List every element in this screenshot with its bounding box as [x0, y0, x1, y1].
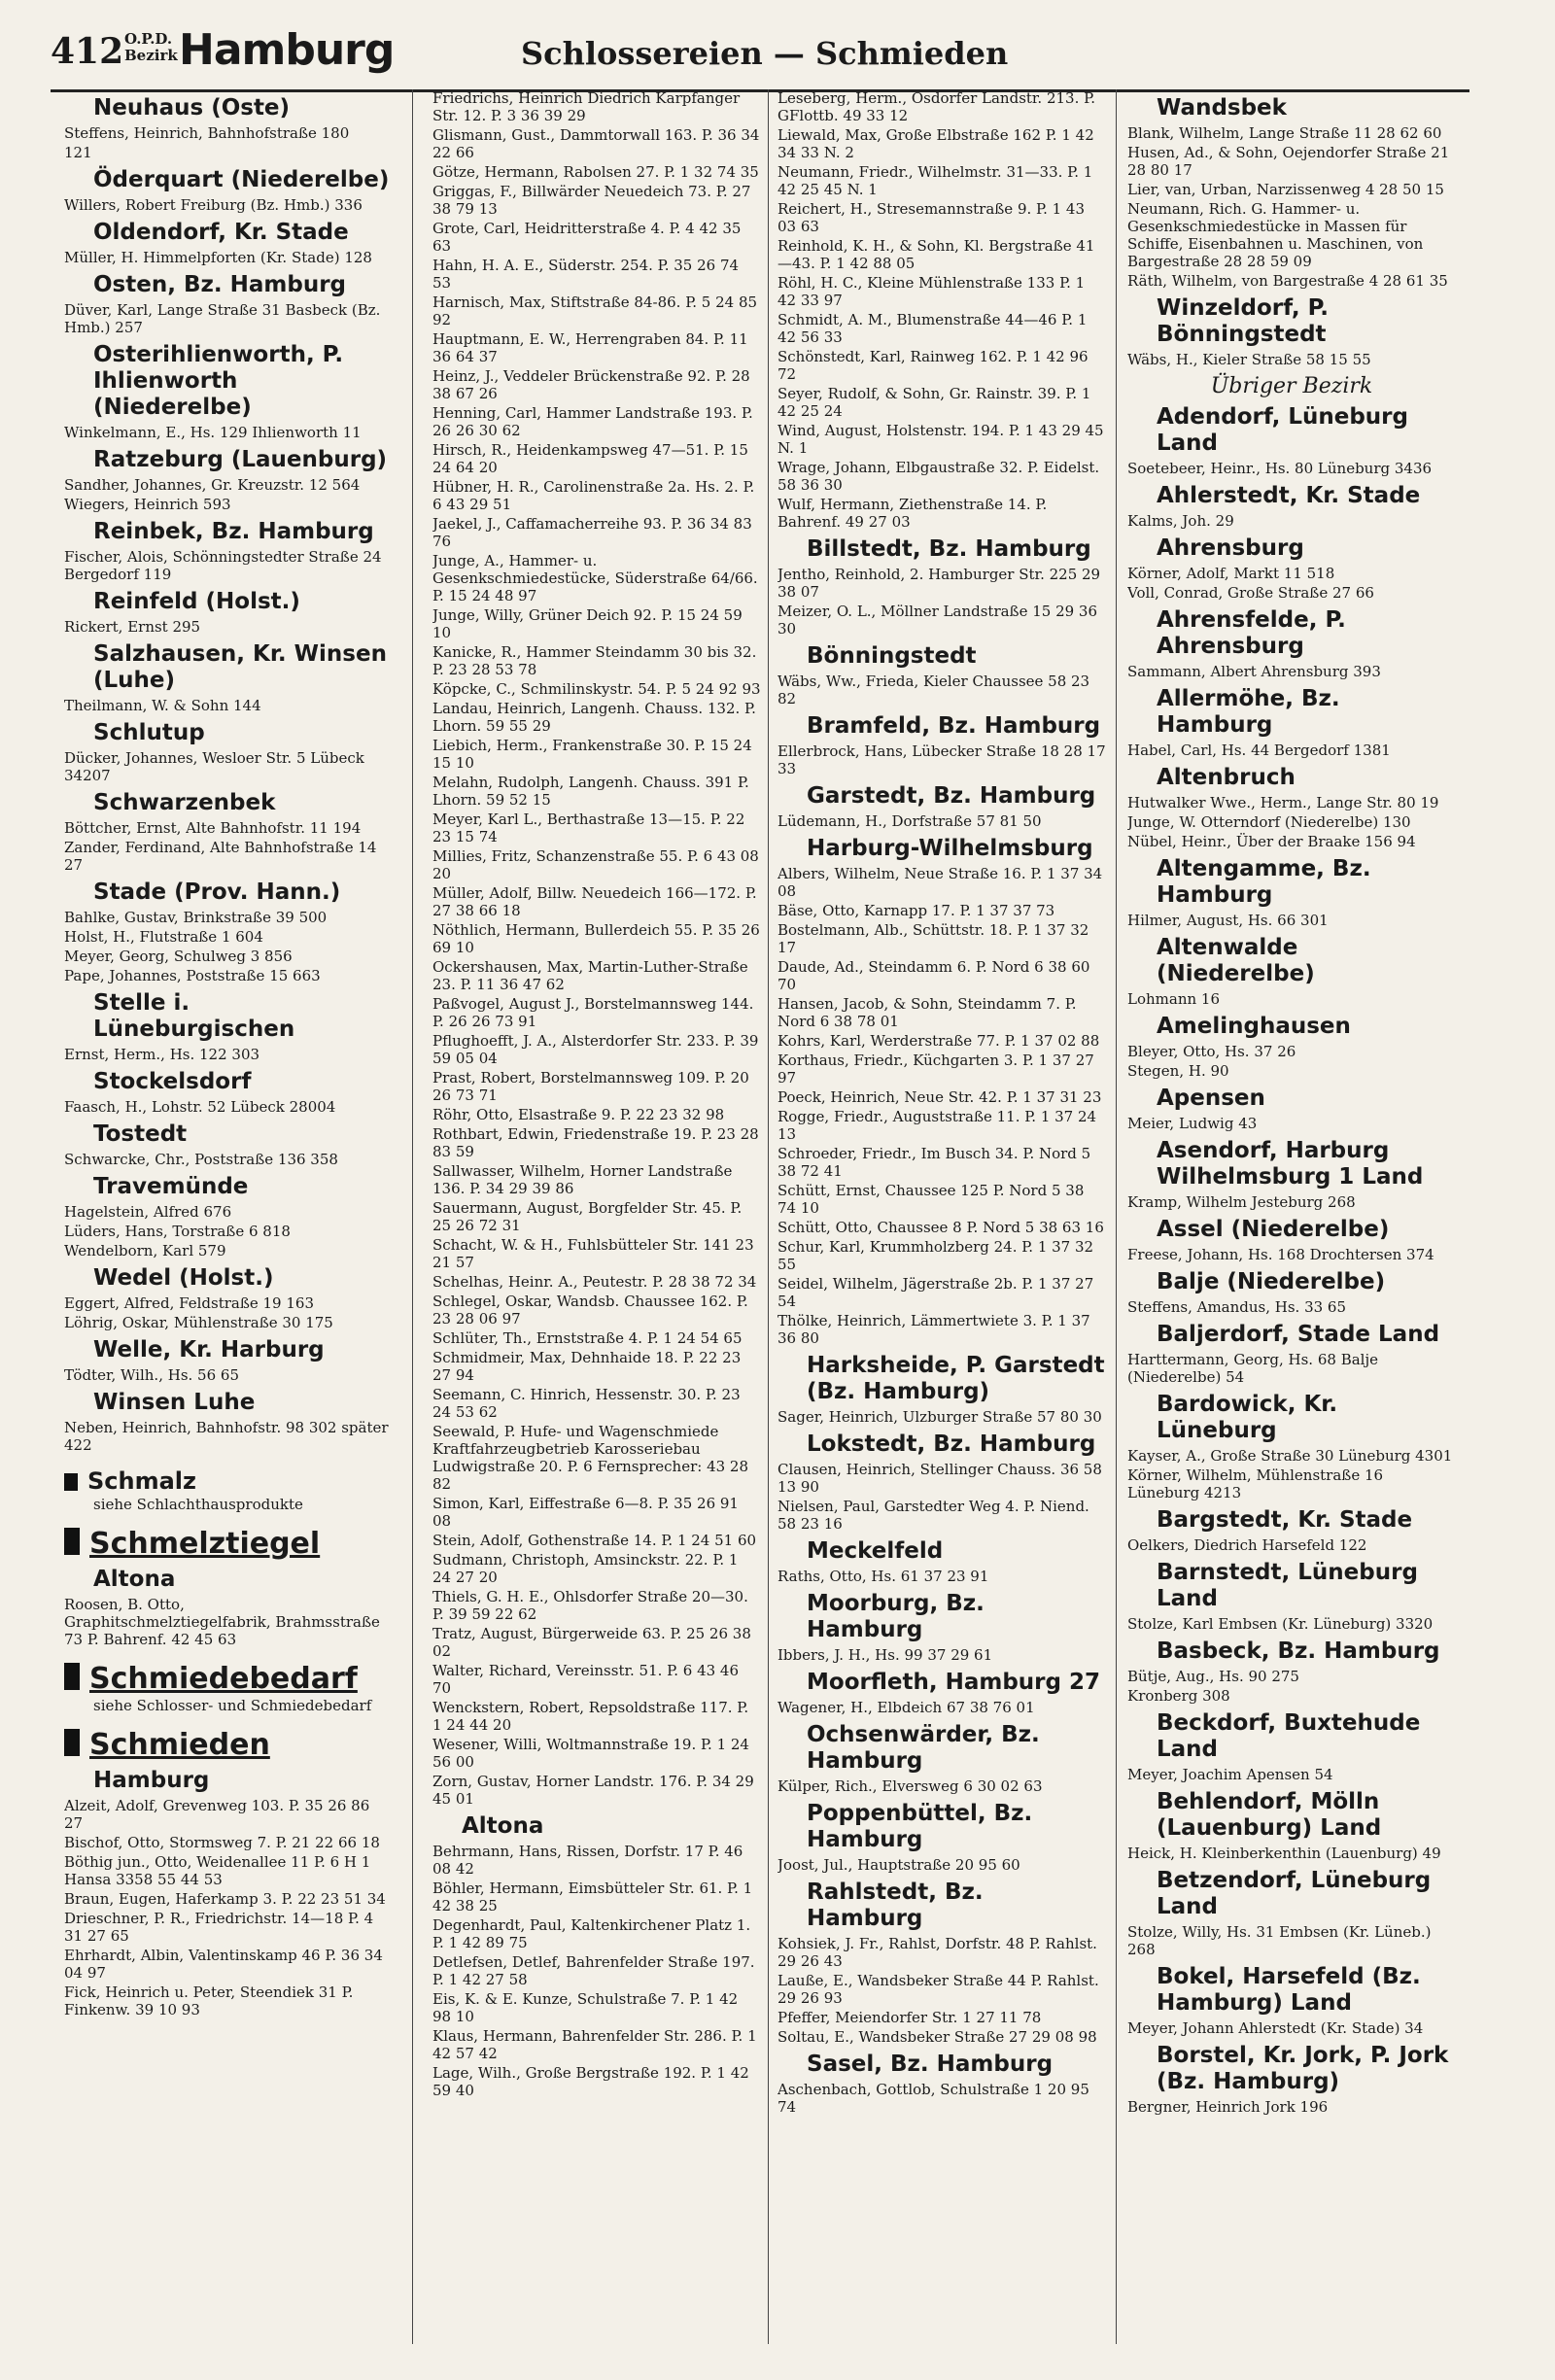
- directory-entry: Melahn, Rudolph, Langenh. Chauss. 391 P. Lhorn. 59 52 15: [432, 774, 749, 809]
- directory-entry: Löhrig, Oskar, Mühlenstraße 30 175: [64, 1314, 333, 1331]
- place-heading: Neuhaus (Oste): [93, 95, 291, 121]
- directory-entry: Bahlke, Gustav, Brinkstraße 39 500: [64, 909, 328, 926]
- directory-entry: Harttermann, Georg, Hs. 68 Balje (Niederelbe) 54: [1127, 1351, 1378, 1386]
- directory-entry: Hübner, H. R., Carolinenstraße 2a. Hs. 2. P. 6 43 29 51: [432, 478, 755, 513]
- opd-label: [124, 31, 178, 64]
- column-3: [778, 89, 1106, 2344]
- section-marker-icon: [64, 1663, 80, 1690]
- directory-entry: Sager, Heinrich, Ulzburger Straße 57 80 30: [778, 1408, 1102, 1426]
- column-1: [64, 89, 393, 2344]
- directory-entry: Körner, Adolf, Markt 11 518: [1127, 565, 1335, 582]
- directory-entry: Aschenbach, Gottlob, Schulstraße 1 20 95 74: [778, 2081, 1089, 2116]
- directory-entry: Wenckstern, Robert, Repsoldstraße 117. P. 1 24 44 20: [432, 1699, 749, 1734]
- directory-entry: Behrmann, Hans, Rissen, Dorfstr. 17 P. 46 08 42: [432, 1843, 743, 1878]
- place-heading: Wandsbek: [1157, 95, 1287, 121]
- directory-entry: Schmidt, A. M., Blumenstraße 44—46 P. 1 42 56 33: [778, 311, 1088, 346]
- section-note: siehe Schlachthausprodukte: [93, 1496, 303, 1513]
- directory-entry: Hilmer, August, Hs. 66 301: [1127, 912, 1329, 929]
- directory-entry: Tratz, August, Bürgerweide 63. P. 25 26 38 02: [432, 1625, 751, 1660]
- directory-entry: Neumann, Friedr., Wilhelmstr. 31—33. P. 1 42 25 45 N. 1: [778, 163, 1093, 198]
- place-heading: Lokstedt, Bz. Hamburg: [807, 1431, 1096, 1457]
- directory-entry: Schacht, W. & H., Fuhlsbütteler Str. 141 23 21 57: [432, 1236, 754, 1271]
- directory-entry: Schur, Karl, Krummholzberg 24. P. 1 37 32 55: [778, 1238, 1094, 1273]
- section-title: Schmelztiegel: [89, 1527, 321, 1561]
- directory-entry: Drieschner, P. R., Friedrichstr. 14—18 P. 4 31 27 65: [64, 1910, 374, 1945]
- directory-entry: Rogge, Friedr., Auguststraße 11. P. 1 37 24 13: [778, 1108, 1097, 1143]
- directory-entry: Hansen, Jacob, & Sohn, Steindamm 7. P. Nord 6 38 78 01: [778, 995, 1077, 1030]
- directory-entry: Hagelstein, Alfred 676: [64, 1203, 232, 1221]
- directory-entry: Wagener, H., Elbdeich 67 38 76 01: [778, 1699, 1035, 1716]
- directory-entry: Wind, August, Holstenstr. 194. P. 1 43 29 45 N. 1: [778, 422, 1104, 457]
- directory-entry: Schelhas, Heinr. A., Peutestr. P. 28 38 72 34: [432, 1273, 757, 1291]
- section-title: Schmalz: [87, 1467, 196, 1495]
- directory-entry: Ockershausen, Max, Martin-Luther-Straße 23. P. 11 36 47 62: [432, 958, 748, 993]
- place-heading: Rahlstedt, Bz. Hamburg: [807, 1880, 984, 1931]
- directory-entry: Räth, Wilhelm, von Bargestraße 4 28 61 35: [1127, 272, 1448, 290]
- place-heading: Bramfeld, Bz. Hamburg: [807, 713, 1101, 739]
- directory-entry: Rickert, Ernst 295: [64, 618, 201, 636]
- place-heading: Reinbek, Bz. Hamburg: [93, 519, 374, 544]
- directory-entry: Leseberg, Herm., Osdorfer Landstr. 213. P. GFlottb. 49 33 12: [778, 89, 1095, 124]
- place-heading: Adendorf, Lüneburg Land: [1157, 404, 1408, 456]
- directory-entry: Glismann, Gust., Dammtorwall 163. P. 36 34 22 66: [432, 126, 760, 161]
- directory-entry: Schütt, Ernst, Chaussee 125 P. Nord 5 38 74 10: [778, 1182, 1085, 1217]
- place-heading: Allermöhe, Bz. Hamburg: [1157, 686, 1340, 738]
- place-heading: Öderquart (Niederelbe): [93, 167, 390, 192]
- directory-entry: Bischof, Otto, Stormsweg 7. P. 21 22 66 18: [64, 1834, 380, 1851]
- place-heading: Altona: [93, 1567, 176, 1592]
- directory-entry: Nübel, Heinr., Über der Braake 156 94: [1127, 833, 1416, 850]
- directory-entry: Bergner, Heinrich Jork 196: [1127, 2098, 1329, 2116]
- column-divider: [768, 89, 769, 2344]
- directory-entry: Zander, Ferdinand, Alte Bahnhofstraße 14 27: [64, 839, 377, 874]
- directory-entry: Wiegers, Heinrich 593: [64, 496, 231, 513]
- directory-entry: Oelkers, Diedrich Harsefeld 122: [1127, 1536, 1367, 1554]
- directory-entry: Wäbs, H., Kieler Straße 58 15 55: [1127, 351, 1371, 368]
- directory-entry: Neumann, Rich. G. Hammer- u. Gesenkschmiedestücke in Massen für Schiffe, Eisenbahnen u. Maschinen, von Bargestraße 28 28 59 09: [1127, 200, 1424, 270]
- column-divider: [412, 89, 413, 2344]
- place-heading: Osterihlienworth, P. Ihlienworth (Niederelbe): [93, 342, 344, 420]
- place-heading: Wedel (Holst.): [93, 1265, 274, 1291]
- directory-entry: Junge, Willy, Grüner Deich 92. P. 15 24 59 10: [432, 606, 743, 641]
- section-note: siehe Schlosser- und Schmiedebedarf: [93, 1697, 372, 1714]
- place-heading: Assel (Niederelbe): [1157, 1217, 1390, 1242]
- directory-entry: Kronberg 308: [1127, 1687, 1230, 1705]
- directory-entry: Korthaus, Friedr., Küchgarten 3. P. 1 37 27 97: [778, 1052, 1094, 1087]
- section-marker-icon: [64, 1528, 80, 1555]
- directory-entry: Kramp, Wilhelm Jesteburg 268: [1127, 1193, 1356, 1211]
- directory-entry: Wendelborn, Karl 579: [64, 1242, 226, 1259]
- directory-entry: Tödter, Wilh., Hs. 56 65: [64, 1366, 239, 1384]
- place-heading: Ahlerstedt, Kr. Stade: [1157, 483, 1421, 508]
- directory-entry: Bostelmann, Alb., Schüttstr. 18. P. 1 37 32 17: [778, 921, 1089, 956]
- directory-entry: Ellerbrock, Hans, Lübecker Straße 18 28 17 33: [778, 742, 1106, 777]
- place-heading: Balje (Niederelbe): [1157, 1269, 1386, 1294]
- directory-entry: Wrage, Johann, Elbgaustraße 32. P. Eidelst. 58 36 30: [778, 459, 1100, 494]
- section-heading: [64, 1527, 393, 1561]
- directory-entry: Ehrhardt, Albin, Valentinskamp 46 P. 36 34 04 97: [64, 1947, 383, 1982]
- section-title: Schmieden: [89, 1728, 270, 1762]
- directory-entry: Simon, Karl, Eiffestraße 6—8. P. 35 26 91 08: [432, 1495, 739, 1530]
- directory-entry: Winkelmann, E., Hs. 129 Ihlienworth 11: [64, 424, 362, 441]
- directory-entry: Eis, K. & E. Kunze, Schulstraße 7. P. 1 42 98 10: [432, 1990, 739, 2025]
- directory-entry: Lage, Wilh., Große Bergstraße 192. P. 1 42 59 40: [432, 2064, 749, 2099]
- column-2: [432, 89, 761, 2344]
- directory-entry: Roosen, B. Otto, Graphitschmelztiegelfabrik, Brahmsstraße 73 P. Bahrenf. 42 45 63: [64, 1596, 380, 1648]
- directory-entry: Theilmann, W. & Sohn 144: [64, 697, 261, 714]
- directory-entry: Husen, Ad., & Sohn, Oejendorfer Straße 21 28 80 17: [1127, 144, 1450, 179]
- place-heading: Ochsenwärder, Bz. Hamburg: [807, 1722, 1040, 1774]
- directory-entry: Kalms, Joh. 29: [1127, 512, 1234, 530]
- directory-entry: Jaekel, J., Caffamacherreihe 93. P. 36 34 83 76: [432, 515, 752, 550]
- directory-entry: Liewald, Max, Große Elbstraße 162 P. 1 42 34 33 N. 2: [778, 126, 1094, 161]
- directory-entry: Reinhold, K. H., & Sohn, Kl. Bergstraße 41—43. P. 1 42 88 05: [778, 237, 1095, 272]
- directory-entry: Grote, Carl, Heidritterstraße 4. P. 4 42 35 63: [432, 220, 742, 255]
- directory-entry: Hauptmann, E. W., Herrengraben 84. P. 11 36 64 37: [432, 330, 748, 365]
- directory-entry: Steffens, Amandus, Hs. 33 65: [1127, 1298, 1347, 1316]
- directory-entry: Poeck, Heinrich, Neue Str. 42. P. 1 37 31 23: [778, 1088, 1102, 1106]
- directory-entry: Nielsen, Paul, Garstedter Weg 4. P. Niend. 58 23 16: [778, 1498, 1089, 1533]
- directory-entry: Hirsch, R., Heidenkampsweg 47—51. P. 15 24 64 20: [432, 441, 748, 476]
- place-heading: Stade (Prov. Hann.): [93, 880, 341, 905]
- directory-entry: Schlegel, Oskar, Wandsb. Chaussee 162. P. 23 28 06 97: [432, 1293, 748, 1328]
- directory-entry: Henning, Carl, Hammer Landstraße 193. P. 26 26 30 62: [432, 404, 753, 439]
- directory-entry: Soetebeer, Heinr., Hs. 80 Lüneburg 3436: [1127, 460, 1433, 477]
- bezirk-text: Bezirk: [124, 47, 178, 64]
- place-heading: Winsen Luhe: [93, 1390, 256, 1415]
- directory-entry: Götze, Hermann, Rabolsen 27. P. 1 32 74 35: [432, 163, 759, 181]
- place-heading: Harburg-Wilhelmsburg: [807, 836, 1093, 861]
- directory-entry: Meyer, Johann Ahlerstedt (Kr. Stade) 34: [1127, 2019, 1424, 2037]
- section-marker-icon: [64, 1729, 80, 1756]
- place-heading: Barnstedt, Lüneburg Land: [1157, 1560, 1418, 1611]
- directory-entry: Pflughoefft, J. A., Alsterdorfer Str. 233. P. 39 59 05 04: [432, 1032, 759, 1067]
- place-heading: Ratzeburg (Lauenburg): [93, 447, 388, 472]
- place-heading: Winzeldorf, P. Bönningstedt: [1157, 295, 1329, 347]
- directory-entry: Braun, Eugen, Haferkamp 3. P. 22 23 51 34: [64, 1890, 386, 1908]
- directory-entry: Meizer, O. L., Möllner Landstraße 15 29 36 30: [778, 603, 1098, 638]
- column-divider: [1116, 89, 1117, 2344]
- directory-entry: Lier, van, Urban, Narzissenweg 4 28 50 15: [1127, 181, 1444, 198]
- place-heading: Behlendorf, Mölln (Lauenburg) Land: [1157, 1789, 1382, 1841]
- place-heading: Schwarzenbek: [93, 790, 276, 815]
- directory-entry: Lauße, E., Wandsbeker Straße 44 P. Rahlst. 29 26 93: [778, 1972, 1099, 2007]
- directory-entry: Paßvogel, August J., Borstelmannsweg 144. P. 26 26 73 91: [432, 995, 754, 1030]
- place-heading: Reinfeld (Holst.): [93, 589, 300, 614]
- directory-entry: Sauermann, August, Borgfelder Str. 45. P. 25 26 72 31: [432, 1199, 743, 1234]
- place-heading: Ahrensfelde, P. Ahrensburg: [1157, 607, 1346, 659]
- place-heading: Stockelsdorf: [93, 1069, 252, 1094]
- column-4: [1127, 89, 1456, 2344]
- place-heading: Tostedt: [93, 1121, 188, 1147]
- directory-entry: Freese, Johann, Hs. 168 Drochtersen 374: [1127, 1246, 1434, 1263]
- city-title: Hamburg: [179, 25, 395, 75]
- section-title: Schmiedebedarf: [89, 1662, 358, 1696]
- directory-entry: Habel, Carl, Hs. 44 Bergedorf 1381: [1127, 742, 1391, 759]
- directory-entry: Fick, Heinrich u. Peter, Steendiek 31 P. Finkenw. 39 10 93: [64, 1983, 354, 2018]
- place-heading: Altenbruch: [1157, 765, 1296, 790]
- directory-entry: Köpcke, C., Schmilinskystr. 54. P. 5 24 92 93: [432, 680, 761, 698]
- place-heading: Meckelfeld: [807, 1538, 944, 1564]
- place-heading: Osten, Bz. Hamburg: [93, 272, 346, 297]
- directory-entry: Thiels, G. H. E., Ohlsdorfer Straße 20—30. P. 39 59 22 62: [432, 1588, 748, 1623]
- directory-entry: Meier, Ludwig 43: [1127, 1115, 1258, 1132]
- directory-entry: Sandher, Johannes, Gr. Kreuzstr. 12 564: [64, 476, 361, 494]
- directory-entry: Alzeit, Adolf, Grevenweg 103. P. 35 26 86 27: [64, 1797, 370, 1832]
- directory-entry: Wulf, Hermann, Ziethenstraße 14. P. Bahrenf. 49 27 03: [778, 496, 1048, 531]
- directory-entry: Hahn, H. A. E., Süderstr. 254. P. 35 26 74 53: [432, 257, 740, 292]
- directory-entry: Griggas, F., Billwärder Neuedeich 73. P. 27 38 79 13: [432, 183, 751, 218]
- rubric-title: Schlossereien — Schmieden: [521, 35, 1009, 72]
- directory-entry: Sammann, Albert Ahrensburg 393: [1127, 663, 1381, 680]
- directory-entry: Schmidmeir, Max, Dehnhaide 18. P. 22 23 27 94: [432, 1349, 742, 1384]
- directory-entry: Nöthlich, Hermann, Bullerdeich 55. P. 35 26 69 10: [432, 921, 760, 956]
- directory-entry: Bleyer, Otto, Hs. 37 26: [1127, 1043, 1296, 1060]
- place-heading: Ahrensburg: [1157, 535, 1304, 561]
- directory-entry: Kohrs, Karl, Werderstraße 77. P. 1 37 02 88: [778, 1032, 1100, 1050]
- directory-entry: Stein, Adolf, Gothenstraße 14. P. 1 24 51 60: [432, 1532, 757, 1549]
- place-heading: Borstel, Kr. Jork, P. Jork (Bz. Hamburg): [1157, 2043, 1449, 2094]
- directory-entry: Degenhardt, Paul, Kaltenkirchener Platz 1. P. 1 42 89 75: [432, 1916, 751, 1951]
- directory-entry: Eggert, Alfred, Feldstraße 19 163: [64, 1294, 314, 1312]
- place-heading: Betzendorf, Lüneburg Land: [1157, 1868, 1432, 1919]
- section-heading: [64, 1467, 393, 1495]
- directory-entry: Hutwalker Wwe., Herm., Lange Str. 80 19: [1127, 794, 1439, 811]
- directory-entry: Ernst, Herm., Hs. 122 303: [64, 1046, 260, 1063]
- directory-entry: Holst, H., Flutstraße 1 604: [64, 928, 263, 946]
- directory-entry: Müller, Adolf, Billw. Neuedeich 166—172. P. 27 38 66 18: [432, 884, 757, 919]
- directory-entry: Landau, Heinrich, Langenh. Chauss. 132. P. Lhorn. 59 55 29: [432, 700, 756, 735]
- directory-entry: Heick, H. Kleinberkenthin (Lauenburg) 49: [1127, 1845, 1441, 1862]
- directory-entry: Detlefsen, Detlef, Bahrenfelder Straße 197. P. 1 42 27 58: [432, 1953, 755, 1988]
- directory-entry: Wesener, Willi, Woltmannstraße 19. P. 1 24 56 00: [432, 1736, 749, 1771]
- place-heading: Garstedt, Bz. Hamburg: [807, 783, 1096, 809]
- directory-entry: Meyer, Karl L., Berthastraße 13—15. P. 22 23 15 74: [432, 811, 745, 845]
- directory-entry: Clausen, Heinrich, Stellinger Chauss. 36 58 13 90: [778, 1461, 1102, 1496]
- directory-entry: Voll, Conrad, Große Straße 27 66: [1127, 584, 1374, 602]
- directory-entry: Böthig jun., Otto, Weidenallee 11 P. 6 H 1 Hansa 3358 55 44 53: [64, 1853, 371, 1888]
- place-heading: Poppenbüttel, Bz. Hamburg: [807, 1801, 1033, 1852]
- directory-entry: Blank, Wilhelm, Lange Straße 11 28 62 60: [1127, 124, 1442, 142]
- place-heading: Asendorf, Harburg Wilhelmsburg 1 Land: [1157, 1138, 1424, 1190]
- directory-entry: Fischer, Alois, Schönningstedter Straße 24 Bergedorf 119: [64, 548, 382, 583]
- directory-entry: Lohmann 16: [1127, 990, 1220, 1008]
- directory-entry: Böhler, Hermann, Eimsbütteler Str. 61. P. 1 42 38 25: [432, 1880, 753, 1914]
- directory-entry: Junge, W. Otterndorf (Niederelbe) 130: [1127, 813, 1411, 831]
- place-heading: Welle, Kr. Harburg: [93, 1337, 325, 1362]
- directory-entry: Joost, Jul., Hauptstraße 20 95 60: [778, 1856, 1020, 1874]
- directory-entry: Böttcher, Ernst, Alte Bahnhofstr. 11 194: [64, 819, 362, 837]
- directory-entry: Walter, Richard, Vereinsstr. 51. P. 6 43 46 70: [432, 1662, 740, 1697]
- place-heading: Bardowick, Kr. Lüneburg: [1157, 1392, 1338, 1443]
- directory-entry: Faasch, H., Lohstr. 52 Lübeck 28004: [64, 1098, 336, 1116]
- page-number: 412: [51, 31, 124, 72]
- directory-entry: Kohsiek, J. Fr., Rahlst, Dorfstr. 48 P. Rahlst. 29 26 43: [778, 1935, 1097, 1970]
- directory-entry: Schroeder, Friedr., Im Busch 34. P. Nord 5 38 72 41: [778, 1145, 1091, 1180]
- directory-entry: Schwarcke, Chr., Poststraße 136 358: [64, 1151, 338, 1168]
- directory-entry: Seyer, Rudolf, & Sohn, Gr. Rainstr. 39. P. 1 42 25 24: [778, 385, 1091, 420]
- directory-entry: Kanicke, R., Hammer Steindamm 30 bis 32. P. 23 28 53 78: [432, 643, 757, 678]
- directory-entry: Dücker, Johannes, Wesloer Str. 5 Lübeck 34207: [64, 749, 364, 784]
- place-heading: Sasel, Bz. Hamburg: [807, 2052, 1054, 2077]
- directory-entry: Seidel, Wilhelm, Jägerstraße 2b. P. 1 37 27 54: [778, 1275, 1094, 1310]
- place-heading: Harksheide, P. Garstedt (Bz. Hamburg): [807, 1353, 1105, 1404]
- place-heading: Apensen: [1157, 1086, 1265, 1111]
- directory-entry: Meyer, Georg, Schulweg 3 856: [64, 948, 293, 965]
- directory-entry: Harnisch, Max, Stiftstraße 84-86. P. 5 24 85 92: [432, 293, 758, 328]
- place-heading: Salzhausen, Kr. Winsen (Luhe): [93, 641, 387, 693]
- directory-entry: Soltau, E., Wandsbeker Straße 27 29 08 98: [778, 2028, 1097, 2046]
- opd-text: O.P.D.: [124, 30, 173, 48]
- place-heading: Altengamme, Bz. Hamburg: [1157, 856, 1371, 908]
- directory-entry: Pape, Johannes, Poststraße 15 663: [64, 967, 321, 984]
- directory-entry: Steffens, Heinrich, Bahnhofstraße 180: [64, 124, 350, 142]
- place-heading: Amelinghausen: [1157, 1014, 1351, 1039]
- place-heading: Oldendorf, Kr. Stade: [93, 220, 349, 245]
- place-heading: Basbeck, Bz. Hamburg: [1157, 1638, 1440, 1664]
- directory-entry: Friedrichs, Heinrich Diedrich Karpfanger Str. 12. P. 3 36 39 29: [432, 89, 741, 124]
- directory-entry: Neben, Heinrich, Bahnhofstr. 98 302 später 422: [64, 1419, 389, 1454]
- directory-entry: Seewald, P. Hufe- und Wagenschmiede Kraftfahrzeugbetrieb Karosseriebau Ludwigstraße 20. P. 6 Fernsprecher: 43 28 82: [432, 1423, 749, 1493]
- directory-entry: Daude, Ad., Steindamm 6. P. Nord 6 38 60 70: [778, 958, 1090, 993]
- directory-entry: Körner, Wilhelm, Mühlenstraße 16 Lüneburg 4213: [1127, 1466, 1384, 1501]
- directory-entry: Seemann, C. Hinrich, Hessenstr. 30. P. 23 24 53 62: [432, 1386, 741, 1421]
- directory-entry: Lüders, Hans, Torstraße 6 818: [64, 1223, 291, 1240]
- directory-entry: Pfeffer, Meiendorfer Str. 1 27 11 78: [778, 2009, 1042, 2026]
- directory-entry: Prast, Robert, Borstelmannsweg 109. P. 20 26 73 71: [432, 1069, 749, 1104]
- place-heading: Schlutup: [93, 720, 205, 745]
- directory-entry: Rothbart, Edwin, Friedenstraße 19. P. 23 28 83 59: [432, 1125, 759, 1160]
- directory-entry: Stegen, H. 90: [1127, 1062, 1229, 1080]
- directory-entry: Bäse, Otto, Karnapp 17. P. 1 37 37 73: [778, 902, 1055, 919]
- place-heading: Altona: [462, 1813, 544, 1839]
- directory-entry: Stolze, Karl Embsen (Kr. Lüneburg) 3320: [1127, 1615, 1434, 1633]
- directory-entry: 121: [64, 144, 92, 161]
- directory-entry: Bütje, Aug., Hs. 90 275: [1127, 1668, 1299, 1685]
- directory-entry: Albers, Wilhelm, Neue Straße 16. P. 1 37 34 08: [778, 865, 1103, 900]
- directory-entry: Wäbs, Ww., Frieda, Kieler Chaussee 58 23 82: [778, 673, 1090, 707]
- directory-entry: Röhr, Otto, Elsastraße 9. P. 22 23 32 98: [432, 1106, 725, 1123]
- directory-entry: Jentho, Reinhold, 2. Hamburger Str. 225 29 38 07: [778, 566, 1101, 601]
- place-heading: Hamburg: [93, 1768, 210, 1793]
- section-heading: [64, 1662, 393, 1696]
- place-heading: Bönningstedt: [807, 643, 977, 669]
- directory-entry: Meyer, Joachim Apensen 54: [1127, 1766, 1333, 1783]
- directory-entry: Müller, H. Himmelpforten (Kr. Stade) 128: [64, 249, 372, 266]
- directory-entry: Junge, A., Hammer- u. Gesenkschmiedestücke, Süderstraße 64/66. P. 15 24 48 97: [432, 552, 758, 604]
- page-header: [51, 25, 1469, 84]
- directory-entry: Raths, Otto, Hs. 61 37 23 91: [778, 1568, 989, 1585]
- place-heading: Moorfleth, Hamburg 27: [807, 1670, 1100, 1695]
- place-heading: Bokel, Harsefeld (Bz. Hamburg) Land: [1157, 1964, 1421, 2016]
- section-heading: [64, 1728, 393, 1762]
- place-heading: Bargstedt, Kr. Stade: [1157, 1507, 1413, 1533]
- directory-entry: Lüdemann, H., Dorfstraße 57 81 50: [778, 812, 1042, 830]
- place-heading: Travemünde: [93, 1174, 249, 1199]
- directory-entry: Sudmann, Christoph, Amsinckstr. 22. P. 1 24 27 20: [432, 1551, 739, 1586]
- directory-entry: Klaus, Hermann, Bahrenfelder Str. 286. P. 1 42 57 42: [432, 2027, 757, 2062]
- directory-entry: Kayser, A., Große Straße 30 Lüneburg 4301: [1127, 1447, 1453, 1465]
- place-heading: Altenwalde (Niederelbe): [1157, 935, 1315, 986]
- directory-entry: Düver, Karl, Lange Straße 31 Basbeck (Bz. Hmb.) 257: [64, 301, 381, 336]
- directory-entry: Liebich, Herm., Frankenstraße 30. P. 15 24 15 10: [432, 737, 752, 772]
- directory-entry: Sallwasser, Wilhelm, Horner Landstraße 136. P. 34 29 39 86: [432, 1162, 733, 1197]
- directory-entry: Reichert, H., Stresemannstraße 9. P. 1 43 03 63: [778, 200, 1086, 235]
- directory-entry: Schönstedt, Karl, Rainweg 162. P. 1 42 96 72: [778, 348, 1088, 383]
- directory-entry: Schlüter, Th., Ernststraße 4. P. 1 24 54 65: [432, 1329, 743, 1347]
- place-heading: Moorburg, Bz. Hamburg: [807, 1591, 985, 1642]
- place-heading: Baljerdorf, Stade Land: [1157, 1322, 1440, 1347]
- directory-entry: Ibbers, J. H., Hs. 99 37 29 61: [778, 1646, 993, 1664]
- place-heading: Beckdorf, Buxtehude Land: [1157, 1710, 1421, 1762]
- place-heading: Billstedt, Bz. Hamburg: [807, 536, 1091, 562]
- directory-entry: Külper, Rich., Elversweg 6 30 02 63: [778, 1777, 1043, 1795]
- section-subtitle: Übriger Bezirk: [1210, 374, 1373, 398]
- directory-entry: Heinz, J., Veddeler Brückenstraße 92. P. 28 38 67 26: [432, 367, 750, 402]
- place-heading: Stelle i. Lüneburgischen: [93, 990, 295, 1042]
- directory-entry: Stolze, Willy, Hs. 31 Embsen (Kr. Lüneb.) 268: [1127, 1923, 1432, 1958]
- directory-entry: Schütt, Otto, Chaussee 8 P. Nord 5 38 63 16: [778, 1219, 1104, 1236]
- directory-entry: Willers, Robert Freiburg (Bz. Hmb.) 336: [64, 196, 363, 214]
- directory-entry: Millies, Fritz, Schanzenstraße 55. P. 6 43 08 20: [432, 847, 759, 882]
- directory-entry: Zorn, Gustav, Horner Landstr. 176. P. 34 29 45 01: [432, 1773, 754, 1808]
- section-marker-icon: [64, 1473, 78, 1491]
- directory-entry: Röhl, H. C., Kleine Mühlenstraße 133 P. 1 42 33 97: [778, 274, 1086, 309]
- directory-entry: Thölke, Heinrich, Lämmertwiete 3. P. 1 37 36 80: [778, 1312, 1090, 1347]
